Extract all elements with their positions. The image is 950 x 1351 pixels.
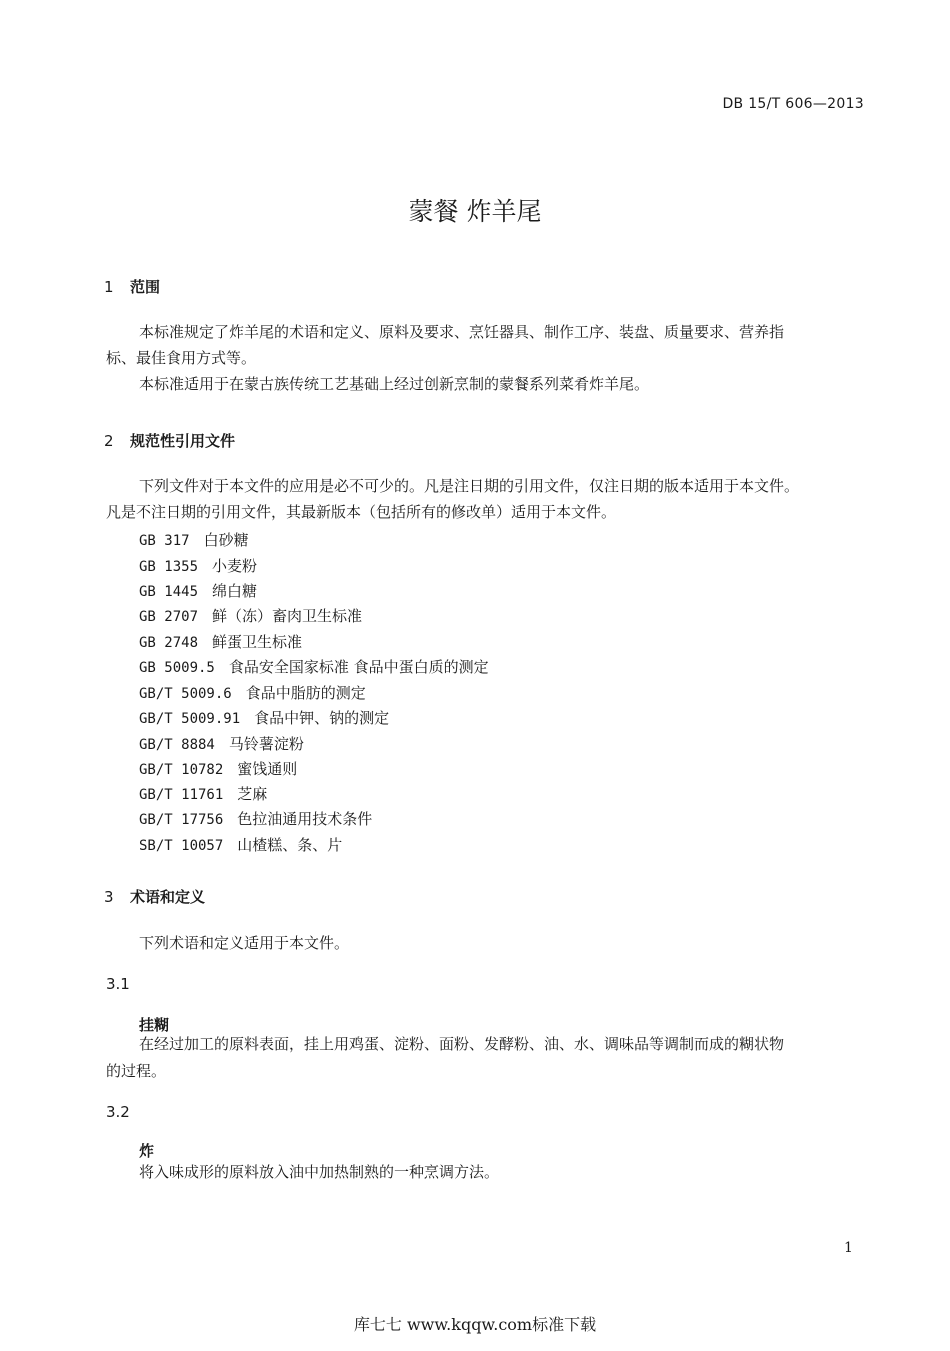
reference-name: 绵白糖 [212, 582, 258, 600]
reference-item [139, 783, 267, 804]
reference-name: 鲜（冻）畜肉卫生标准 [212, 607, 363, 625]
section-title: 术语和定义 [130, 888, 206, 906]
reference-name: 鲜蛋卫生标准 [212, 633, 303, 651]
section-number: 2 [104, 432, 114, 450]
reference-name: 山楂糕、条、片 [237, 836, 343, 854]
standard-code: DB 15/T 606—2013 [722, 96, 864, 112]
reference-item [139, 529, 249, 550]
reference-item [139, 555, 257, 576]
term-definition-line1: 在经过加工的原料表面，挂上用鸡蛋、淀粉、面粉、发酵粉、油、水、调味品等调制而成的糊状物 [139, 1035, 785, 1053]
scope-para2: 本标准适用于在蒙古族传统工艺基础上经过创新烹制的蒙餐系列菜肴炸羊尾。 [139, 375, 650, 393]
reference-code: GB/T 11761 [139, 787, 224, 803]
reference-code: GB 1445 [139, 584, 199, 600]
scope-para1-line1: 本标准规定了炸羊尾的术语和定义、原料及要求、烹饪器具、制作工序、装盘、质量要求、营养指 [139, 323, 785, 341]
references-intro-line2: 凡是不注日期的引用文件，其最新版本（包括所有的修改单）适用于本文件。 [106, 503, 617, 521]
section-3-heading [104, 886, 205, 907]
reference-code: GB/T 10782 [139, 762, 224, 778]
terms-intro: 下列术语和定义适用于本文件。 [139, 934, 350, 952]
term-name: 挂糊 [139, 1016, 170, 1034]
footer-watermark: 库七七 www.kqqw.com标准下载 [353, 1315, 597, 1334]
reference-item [139, 656, 489, 677]
reference-item [139, 808, 372, 829]
reference-code: SB/T 10057 [139, 838, 224, 854]
reference-item [139, 631, 302, 652]
reference-name: 食品中脂肪的测定 [245, 684, 366, 702]
reference-item [139, 580, 257, 601]
term-name: 炸 [139, 1142, 155, 1160]
reference-code: GB 2748 [139, 635, 199, 651]
section-number: 1 [104, 278, 114, 296]
reference-name: 食品安全国家标准 食品中蛋白质的测定 [228, 658, 489, 676]
reference-item [139, 758, 297, 779]
section-title: 规范性引用文件 [130, 432, 236, 450]
reference-code: GB 5009.5 [139, 660, 215, 676]
reference-code: GB/T 8884 [139, 737, 215, 753]
section-2-heading [104, 430, 235, 451]
page-title: 蒙餐 炸羊尾 [408, 197, 542, 226]
reference-code: GB/T 17756 [139, 812, 224, 828]
reference-name: 食品中钾、钠的测定 [254, 709, 390, 727]
reference-code: GB 2707 [139, 609, 199, 625]
reference-name: 白砂糖 [203, 531, 249, 549]
term-definition-line1: 将入味成形的原料放入油中加热制熟的一种烹调方法。 [139, 1163, 500, 1181]
reference-name: 马铃薯淀粉 [228, 735, 304, 753]
term-id: 3.2 [106, 1103, 130, 1121]
reference-item [139, 733, 304, 754]
section-number: 3 [104, 888, 114, 906]
reference-name: 蜜饯通则 [237, 760, 298, 778]
reference-name: 色拉油通用技术条件 [237, 810, 373, 828]
reference-code: GB/T 5009.6 [139, 686, 232, 702]
reference-item [139, 682, 366, 703]
reference-code: GB 1355 [139, 559, 199, 575]
reference-name: 小麦粉 [212, 557, 258, 575]
section-1-heading [104, 276, 160, 297]
section-title: 范围 [130, 278, 161, 296]
scope-para1-line2: 标、最佳食用方式等。 [106, 349, 257, 367]
references-intro-line1: 下列文件对于本文件的应用是必不可少的。凡是注日期的引用文件，仅注日期的版本适用于本文件。 [139, 477, 800, 495]
term-definition-line2: 的过程。 [106, 1062, 167, 1080]
page-number: 1 [844, 1240, 853, 1256]
reference-code: GB 317 [139, 533, 190, 549]
reference-item [139, 834, 342, 855]
reference-item [139, 707, 389, 728]
reference-name: 芝麻 [237, 785, 268, 803]
reference-item [139, 605, 362, 626]
term-id: 3.1 [106, 975, 130, 993]
reference-code: GB/T 5009.91 [139, 711, 241, 727]
